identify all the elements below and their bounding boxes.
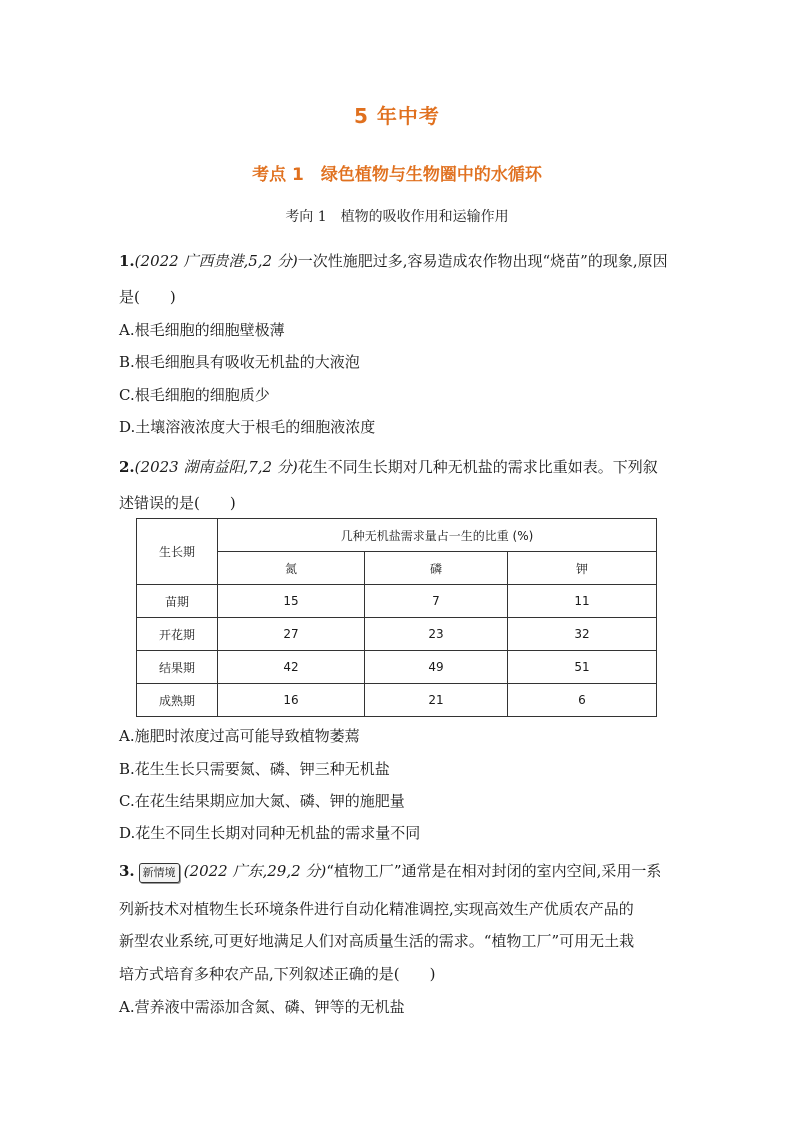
nutrient-demand-table: [136, 518, 657, 717]
table-row: [137, 651, 657, 684]
stage-cell: 成熟期: [137, 684, 218, 717]
question-3-stem-line-2: 列新技术对植物生长环境条件进行自动化精准调控,实现高效生产优质农产品的: [119, 900, 634, 918]
question-3-stem-line-4: 培方式培育多种农产品,下列叙述正确的是( ): [119, 965, 436, 983]
table-header-row: [137, 519, 657, 552]
value-cell: 16: [218, 684, 365, 717]
question-1-option-a: A.根毛细胞的细胞壁极薄: [119, 321, 285, 339]
new-context-badge: 新情境: [139, 863, 180, 883]
question-2-option-b: B.花生生长只需要氮、磷、钾三种无机盐: [119, 760, 390, 778]
value-cell: 49: [365, 651, 508, 684]
question-3-stem-line-1: [119, 860, 661, 883]
value-cell: 23: [365, 618, 508, 651]
stage-cell: 苗期: [137, 585, 218, 618]
question-2-option-a: A.施肥时浓度过高可能导致植物萎蔫: [119, 727, 360, 745]
question-1-stem-line-2: 是( ): [119, 288, 176, 306]
question-2-option-d: D.花生不同生长期对同种无机盐的需求量不同: [119, 824, 421, 842]
value-cell: 51: [508, 651, 657, 684]
question-1-stem-text: 一次性施肥过多,容易造成农作物出现“烧苗”的现象,原因: [297, 252, 668, 270]
question-3-source: (2022 广东,29,2 分): [183, 862, 327, 880]
page-heading: 5 年中考: [354, 104, 440, 128]
question-1-option-b: B.根毛细胞具有吸收无机盐的大液泡: [119, 353, 360, 371]
value-cell: 6: [508, 684, 657, 717]
question-1-source: (2022 广西贵港,5,2 分): [134, 252, 298, 270]
value-cell: 15: [218, 585, 365, 618]
value-cell: 7: [365, 585, 508, 618]
value-cell: 21: [365, 684, 508, 717]
question-1-option-d: D.土壤溶液浓度大于根毛的细胞液浓度: [119, 418, 376, 436]
section-title: 考点 1 绿色植物与生物圈中的水循环: [252, 165, 542, 185]
question-2-stem-line-2: 述错误的是( ): [119, 494, 236, 512]
stage-cell: 开花期: [137, 618, 218, 651]
question-2-source: (2023 湖南益阳,7,2 分): [134, 458, 298, 476]
stage-cell: 结果期: [137, 651, 218, 684]
column-header-phosphorus: 磷: [365, 552, 508, 585]
table-row: [137, 618, 657, 651]
table-row: [137, 585, 657, 618]
question-1-option-c: C.根毛细胞的细胞质少: [119, 386, 270, 404]
question-3-stem-text: “植物工厂”通常是在相对封闭的室内空间,采用一系: [326, 862, 662, 880]
value-cell: 27: [218, 618, 365, 651]
column-header-nitrogen: 氮: [218, 552, 365, 585]
question-1-stem-line-1: [119, 250, 668, 271]
value-cell: 32: [508, 618, 657, 651]
question-3-stem-line-3: 新型农业系统,可更好地满足人们对高质量生活的需求。“植物工厂”可用无土栽: [119, 932, 635, 950]
table-row: [137, 684, 657, 717]
question-2-number: 2.: [119, 458, 135, 476]
question-2-option-c: C.在花生结果期应加大氮、磷、钾的施肥量: [119, 792, 405, 810]
value-cell: 42: [218, 651, 365, 684]
question-2-stem-text: 花生不同生长期对几种无机盐的需求比重如表。下列叙: [297, 458, 658, 476]
subsection-title: 考向 1 植物的吸收作用和运输作用: [285, 209, 509, 225]
column-header-potassium: 钾: [508, 552, 657, 585]
question-2-stem-line-1: [119, 456, 658, 477]
question-3-number: 3.: [119, 862, 135, 880]
question-3-option-a: A.营养液中需添加含氮、磷、钾等的无机盐: [119, 998, 405, 1016]
value-cell: 11: [508, 585, 657, 618]
table-row-header: 生长期: [137, 519, 218, 585]
table-group-header: 几种无机盐需求量占一生的比重 (%): [218, 519, 657, 552]
question-1-number: 1.: [119, 252, 135, 270]
